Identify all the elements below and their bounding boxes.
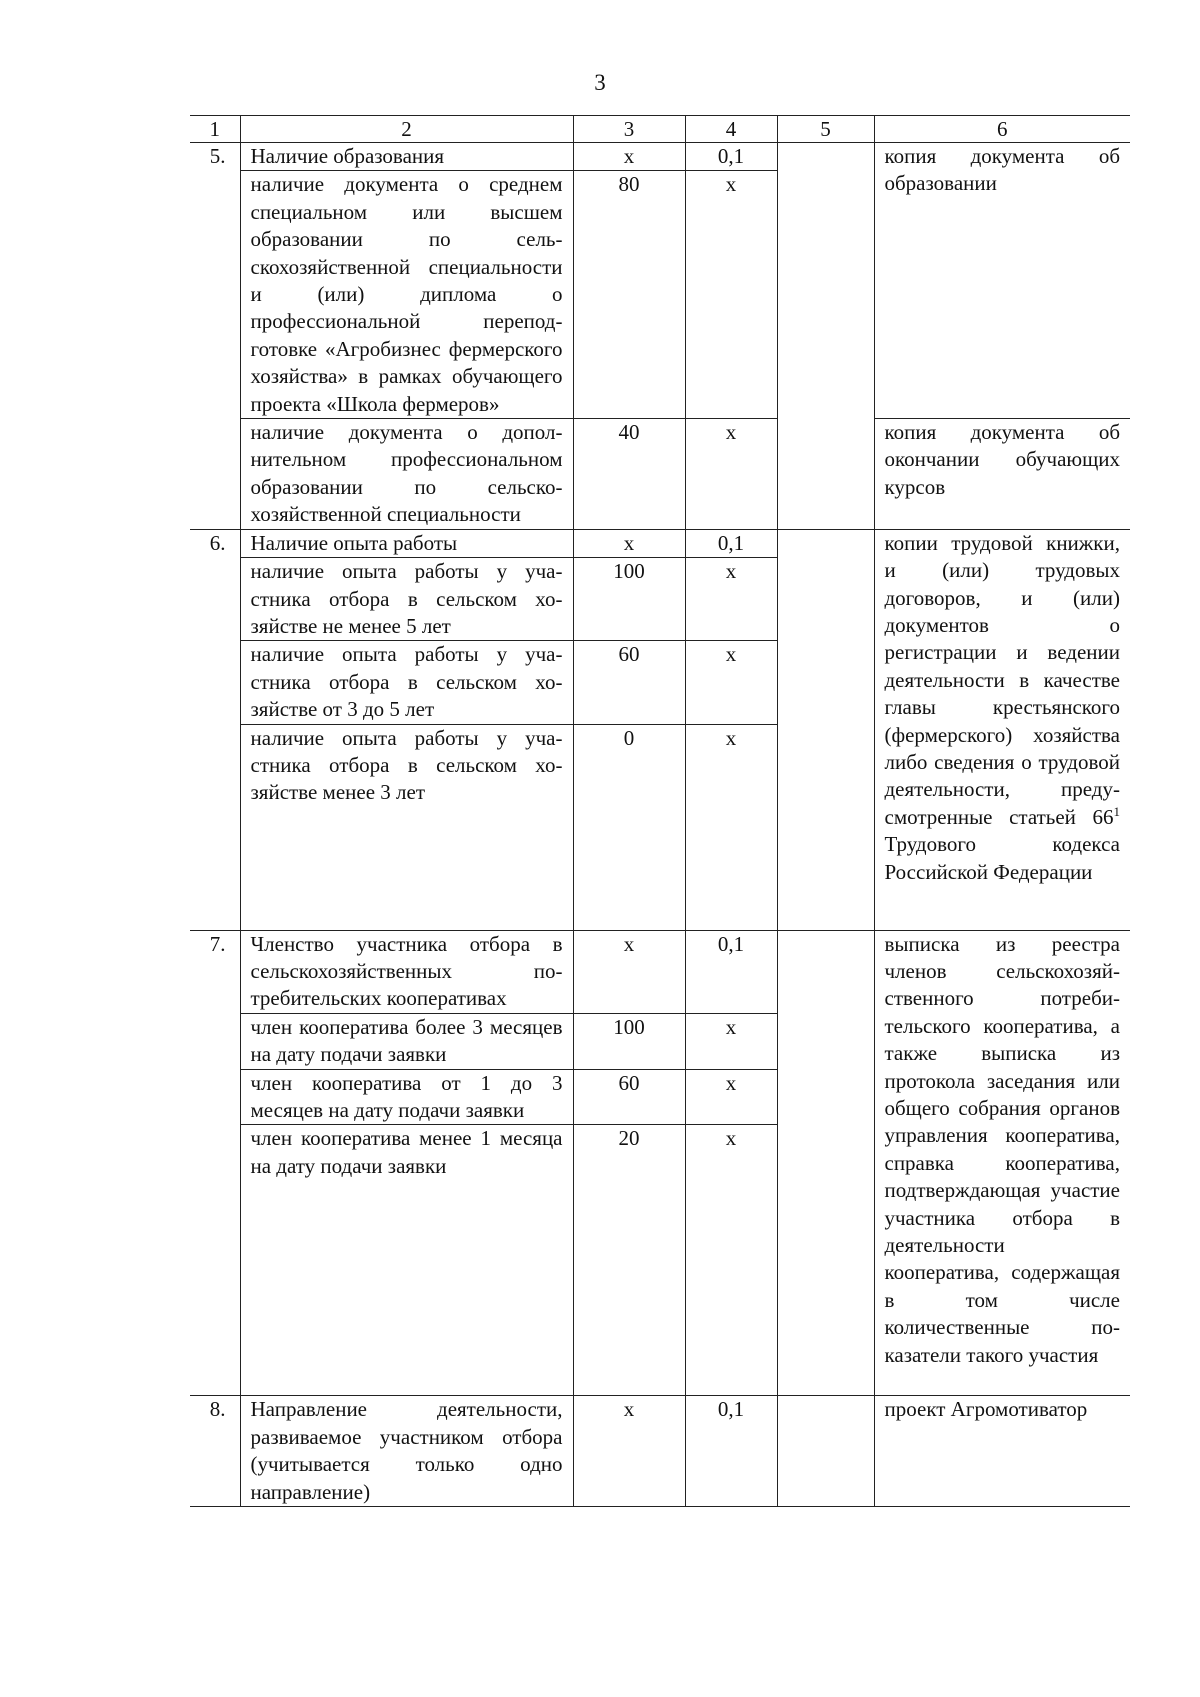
criterion-item: наличие опыта работы у участника отбора в сельском хозяйстве от 3 до 5 лет [240,641,573,724]
empty-cell [777,143,874,530]
score-cell: х [573,930,685,1013]
criterion-item: член кооператива менее 1 месяца на дату подачи заявки [240,1125,573,1396]
document-text-tail: Трудового кодекса Российской Федерации [884,832,1120,884]
weight-cell: 0,1 [685,143,777,171]
score-cell: х [573,529,685,557]
criterion-item: наличие документа о среднем специальном или высшем образовании по сельскохозяйственной специальности и (или) диплома о профессиональной переподготовке «Агробизнес фермерского хозяйства» в рамках обучающего проекта «Школа фермеров» [240,171,573,419]
weight-cell: 0,1 [685,529,777,557]
empty-cell [777,1396,874,1507]
row-number: 7. [190,930,240,1396]
table-row [190,1396,1130,1507]
criterion-title: Направление деятельности, развиваемое участником отбора (учитывается только одно направление) [240,1396,573,1507]
weight-cell: х [685,1125,777,1396]
header-col-6: 6 [874,116,1130,143]
criterion-title: Наличие образования [240,143,573,171]
table-row [190,930,1130,1013]
empty-cell [777,930,874,1396]
weight-cell: 0,1 [685,1396,777,1507]
row-number: 5. [190,143,240,530]
weight-cell: х [685,1013,777,1069]
header-col-1: 1 [190,116,240,143]
score-cell: х [573,143,685,171]
superscript: 1 [1113,803,1120,819]
score-cell: 40 [573,419,685,530]
weight-cell: х [685,641,777,724]
score-cell: 60 [573,641,685,724]
criterion-item: наличие документа о дополнительном профессиональном образовании по сельскохозяйственной специальности [240,419,573,530]
empty-cell [777,529,874,930]
header-col-4: 4 [685,116,777,143]
weight-cell: х [685,724,777,930]
criterion-item: наличие опыта работы у участника отбора в сельском хозяйстве менее 3 лет [240,724,573,930]
criterion-item: член кооператива от 1 до 3 месяцев на дату подачи заявки [240,1069,573,1125]
document-cell [874,529,1130,930]
score-cell: 80 [573,171,685,419]
score-cell: 20 [573,1125,685,1396]
weight-cell: х [685,558,777,641]
criteria-table [190,115,1130,1507]
document-cell: выписка из реестра членов сельскохозяйственного потребительского кооператива, а также выписка из протокола заседания или общего собрания органов управления кооператива, справка кооператива, подтверждающая участие участника отбора в деятельности кооператива, содержащая в том числе количественные показатели такого участия [874,930,1130,1396]
document-cell: проект Агромотиватор [874,1396,1130,1507]
table-header-row [190,116,1130,143]
score-cell: х [573,1396,685,1507]
table-row [190,143,1130,171]
document-text: копии трудовой книжки, и (или) трудовых договоров, и (или) документов о регистрации и ведении деятельности в качестве главы крестьянского (фермерского) хозяйства либо сведения о трудовой деятельности, предусмотренные статьей 66 [884,530,1120,829]
table-row [190,529,1130,557]
document-cell: копия документа об окончании обучающих курсов [874,419,1130,530]
weight-cell: х [685,171,777,419]
score-cell: 100 [573,1013,685,1069]
header-col-5: 5 [777,116,874,143]
score-cell: 100 [573,558,685,641]
score-cell: 60 [573,1069,685,1125]
page-number: 3 [594,70,606,95]
header-col-3: 3 [573,116,685,143]
row-number: 8. [190,1396,240,1507]
weight-cell: 0,1 [685,930,777,1013]
weight-cell: х [685,419,777,530]
criterion-title: Наличие опыта работы [240,529,573,557]
row-number: 6. [190,529,240,930]
criterion-title: Членство участника отбора в сельскохозяйственных потребительских кооперативах [240,930,573,1013]
weight-cell: х [685,1069,777,1125]
header-col-2: 2 [240,116,573,143]
criterion-item: член кооператива более 3 месяцев на дату подачи заявки [240,1013,573,1069]
table-row [190,419,1130,530]
criterion-item: наличие опыта работы у участника отбора в сельском хозяйстве не менее 5 лет [240,558,573,641]
document-cell: копия документа об образовании [874,143,1130,419]
score-cell: 0 [573,724,685,930]
